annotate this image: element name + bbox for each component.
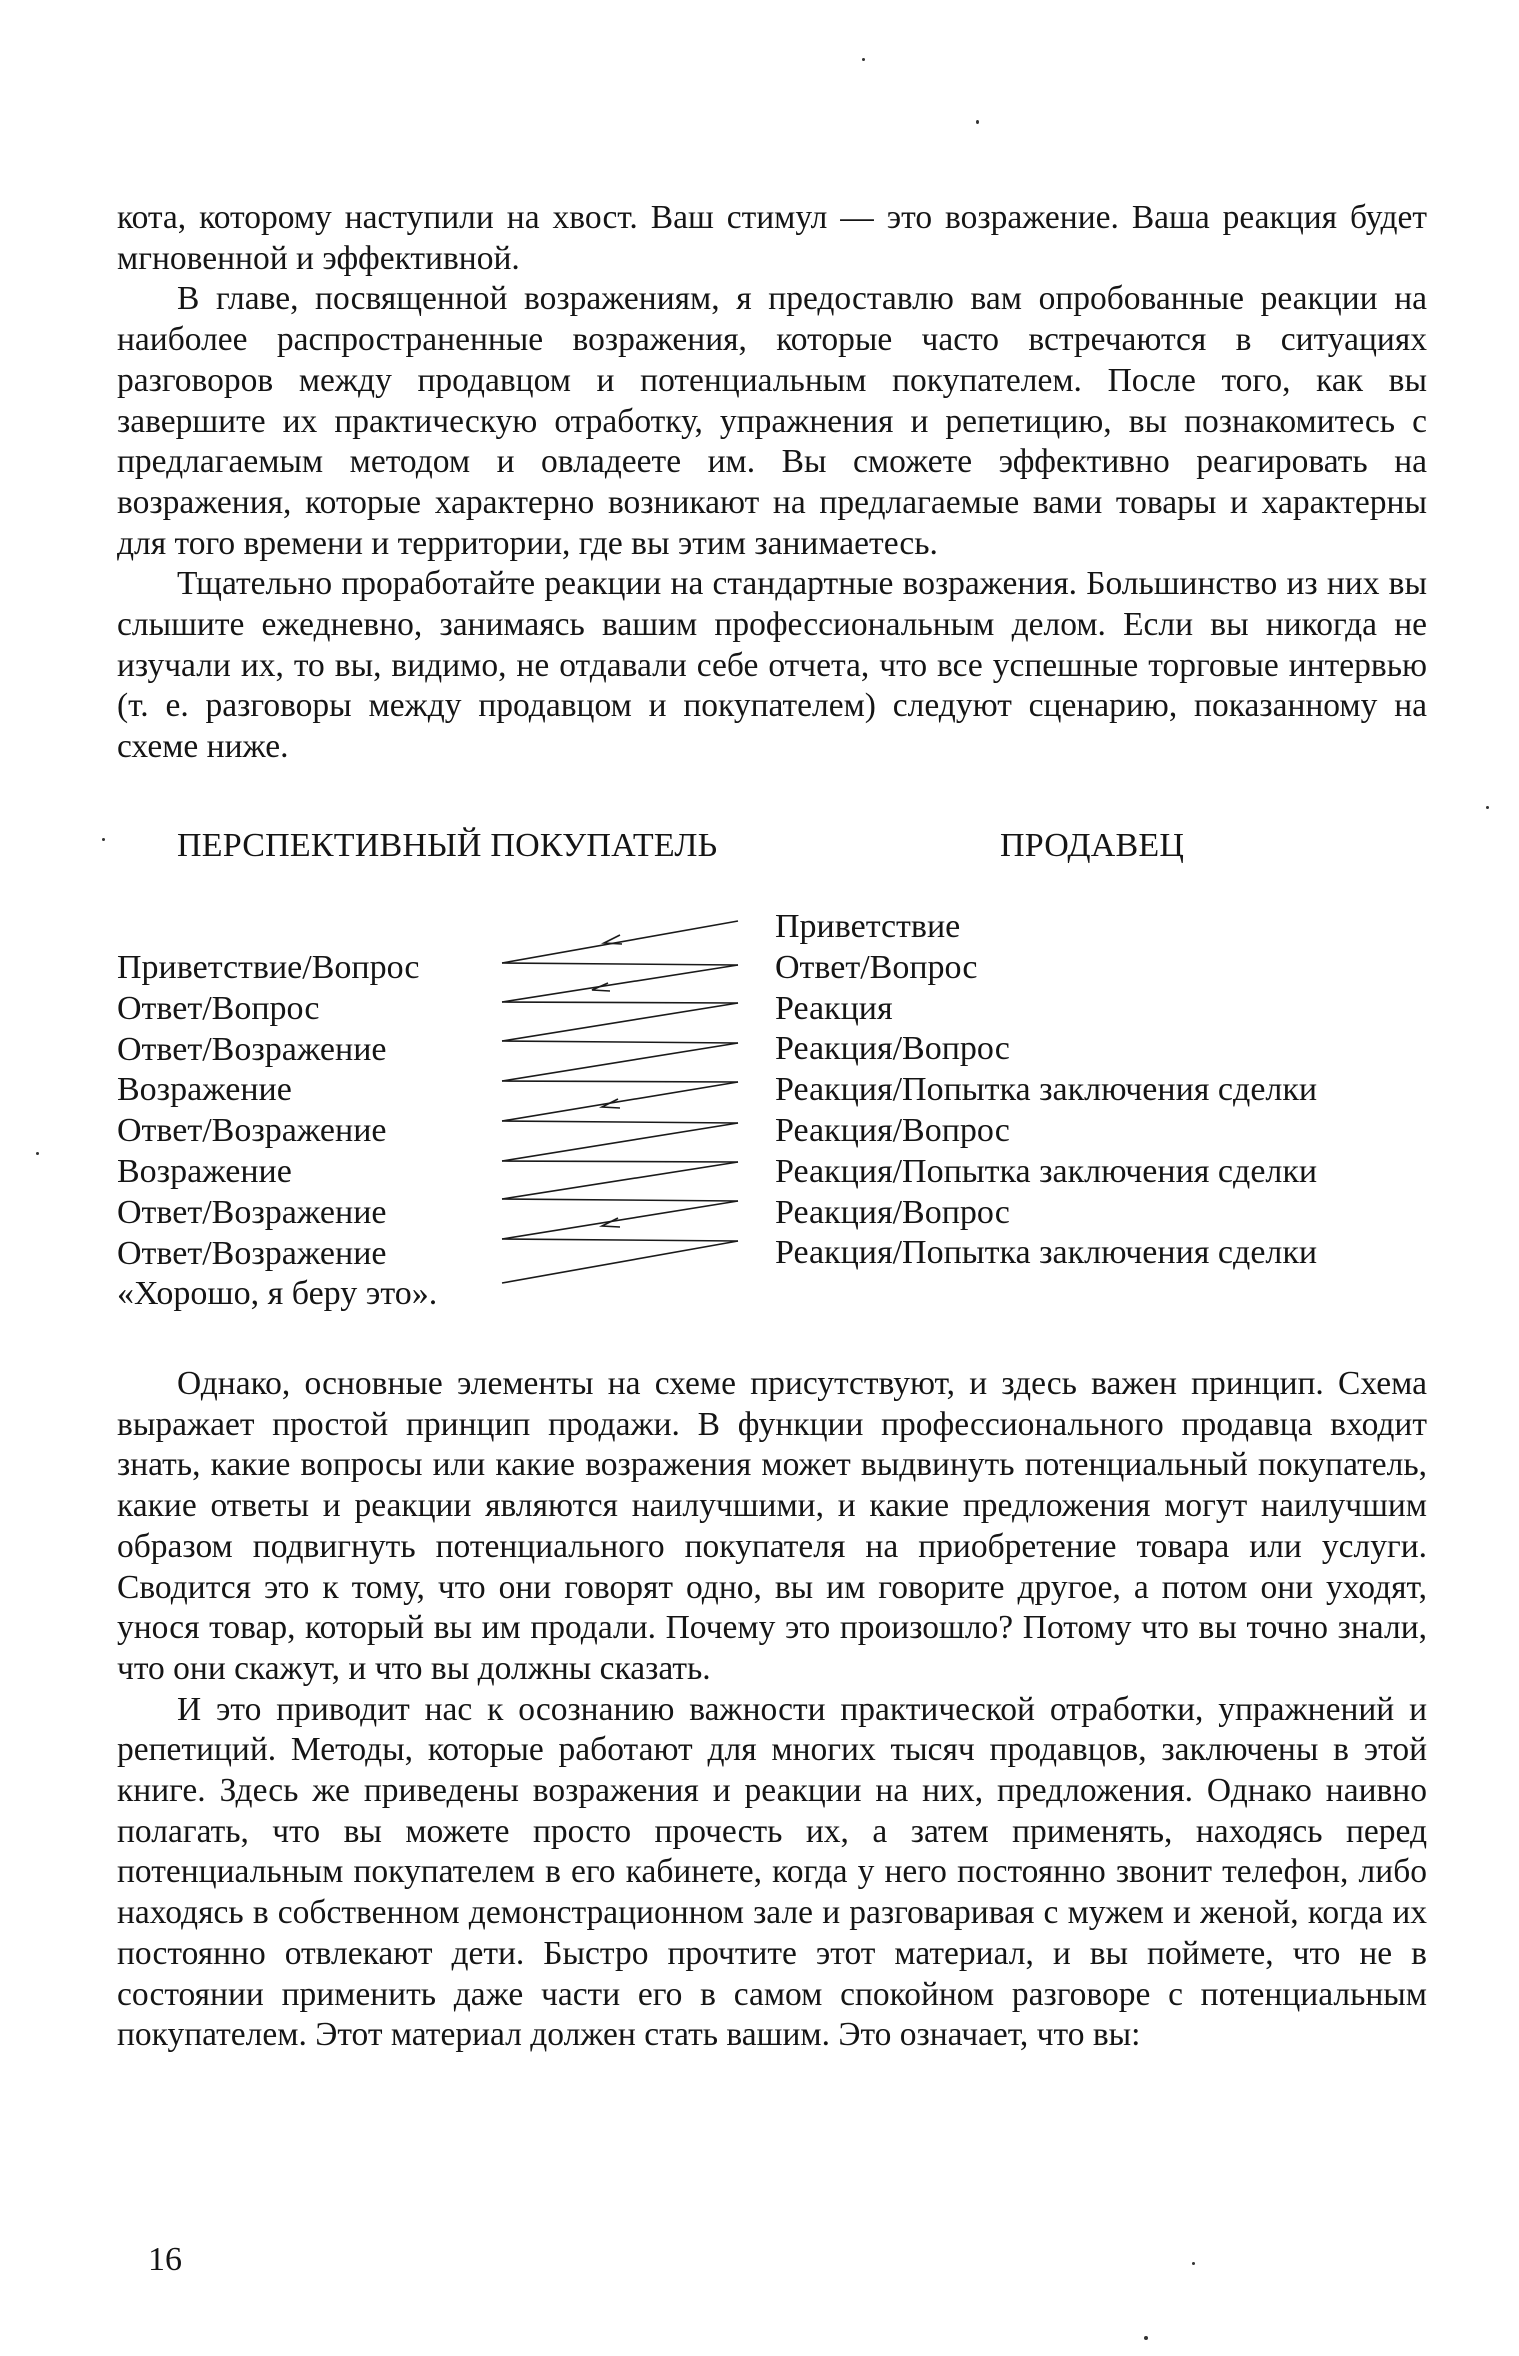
paragraph-continuation: кота, которому наступили на хвост. Ваш стимул — это возражение. Ваша реакция будет мгновенной и эффективной. <box>117 199 1427 277</box>
seller-line: Реакция/Попытка заключения сделки <box>775 1234 1318 1272</box>
buyer-line: Ответ/Возражение <box>117 1193 387 1231</box>
arrow-seller-to-buyer <box>502 965 738 1002</box>
seller-line: Ответ/Вопрос <box>775 948 978 986</box>
arrow-buyer-to-seller <box>502 1002 738 1003</box>
scan-speck <box>1486 806 1489 809</box>
arrow-buyer-to-seller <box>502 1121 738 1123</box>
arrow-seller-to-buyer <box>502 1082 738 1121</box>
seller-line: Реакция/Вопрос <box>775 1111 1010 1149</box>
arrow-seller-to-buyer <box>502 1043 738 1081</box>
arrow-buyer-to-seller <box>502 963 738 965</box>
buyer-lines-list <box>117 948 437 1315</box>
arrow-buyer-to-seller <box>502 1041 738 1043</box>
scan-speck <box>102 838 105 841</box>
top-text-block <box>117 198 1427 768</box>
seller-line: Реакция/Попытка заключения сделки <box>775 1152 1318 1190</box>
arrow-seller-to-buyer <box>502 921 738 963</box>
scan-speck <box>1144 2336 1148 2340</box>
paragraph-practice-importance: И это приводит нас к осознанию важности практической отработки, упражнений и репетиций. Методы, которые работают для многих тысяч продавцов, заключены в этой книге. Здесь же приведены возражения и реакции на них, предложения. Однако наивно полагать, что вы можете просто прочесть их, а затем применять, находясь перед потенциальным покупателем в его кабинете, когда у него постоянно звонит телефон, либо находясь в собственном демонстрационном зале и разговаривая с мужем и женой, когда их постоянно отвлекают дети. Быстро прочтите этот материал, и вы поймете, что не в состоянии применить даже части его в самом спокойном разговоре с потенциальным покупателем. Этот материал должен стать вашим. Это означает, что вы: <box>117 1690 1427 2054</box>
paragraph-standard-objections: Тщательно проработайте реакции на стандартные возражения. Большинство из них вы слышите ежедневно, занимаясь вашим профессиональным делом. Если вы никогда не изучали их, то вы, видимо, не отдавали себе отчета, что все успешные торговые интервью (т. е. разговоры между продавцом и покупателем) следуют сценарию, показанному на схеме ниже. <box>117 565 1427 766</box>
scan-speck <box>976 120 979 124</box>
seller-line: Реакция/Попытка заключения сделки <box>775 1071 1318 1109</box>
buyer-line: Ответ/Возражение <box>117 1234 387 1272</box>
scan-speck <box>36 1152 39 1155</box>
seller-line: Приветствие <box>775 908 961 945</box>
seller-column-heading: ПРОДАВЕЦ <box>1000 827 1185 864</box>
arrow-buyer-to-seller <box>502 1081 738 1082</box>
arrow-buyer-to-seller <box>502 1239 738 1241</box>
arrow-seller-to-buyer <box>502 1162 738 1199</box>
arrow-seller-to-buyer <box>502 1201 738 1239</box>
buyer-line: Возражение <box>117 1152 292 1190</box>
arrow-buyer-to-seller <box>502 1199 738 1201</box>
buyer-line: «Хорошо, я беру это». <box>117 1275 438 1313</box>
seller-line: Реакция/Вопрос <box>775 1193 1010 1231</box>
buyer-line: Приветствие/Вопрос <box>117 949 420 986</box>
buyer-line: Возражение <box>117 1071 292 1109</box>
arrow-seller-to-buyer <box>502 1241 738 1283</box>
arrow-seller-to-buyer <box>502 1123 738 1161</box>
buyer-line: Ответ/Возражение <box>117 1112 387 1150</box>
scan-speck <box>1192 2262 1195 2265</box>
bottom-text-block <box>117 1364 1427 2056</box>
buyer-column-heading: ПЕРСПЕКТИВНЫЙ ПОКУПАТЕЛЬ <box>177 827 718 864</box>
paragraph-diagram-principle: Однако, основные элементы на схеме присутствуют, и здесь важен принцип. Схема выражает простой принцип продажи. В функции профессионального продавца входит знать, какие вопросы или какие возражения может выдвинуть потенциальный покупатель, какие ответы и реакции являются наилучшими, и какие предложения могут наилучшим образом подвигнуть потенциального покупателя на приобретение товара или услуги. Сводится это к тому, что они говорят одно, вы им говорите другое, а потом они уходят, унося товар, который вы им продали. Почему это произошло? Потому что вы точно знали, что они скажут, и что вы должны сказать. <box>117 1365 1427 1687</box>
arrow-buyer-to-seller <box>502 1161 738 1162</box>
arrow-seller-to-buyer <box>502 1003 738 1041</box>
buyer-line: Ответ/Вопрос <box>117 989 320 1027</box>
buyer-line: Ответ/Возражение <box>117 1030 387 1068</box>
dialogue-zigzag-arrows <box>490 905 750 1325</box>
paragraph-objections-chapter: В главе, посвященной возражениям, я предоставлю вам опробованные реакции на наиболее распространенные возражения, которые часто встречаются в ситуациях разговоров между продавцом и потенциальным покупателем. После того, как вы завершите их практическую отработку, упражнения и репетицию, вы познакомитесь с предлагаемым методом и овладеете им. Вы сможете эффективно реагировать на возражения, которые характерно возникают на предлагаемые вами товары и характерны для того времени и территории, где вы этим занимаетесь. <box>117 280 1427 562</box>
scan-speck <box>862 58 865 61</box>
seller-lines-list <box>775 907 1317 1274</box>
seller-line: Реакция/Вопрос <box>775 1030 1010 1068</box>
seller-line: Реакция <box>775 989 893 1027</box>
page-number: 16 <box>148 2241 182 2278</box>
